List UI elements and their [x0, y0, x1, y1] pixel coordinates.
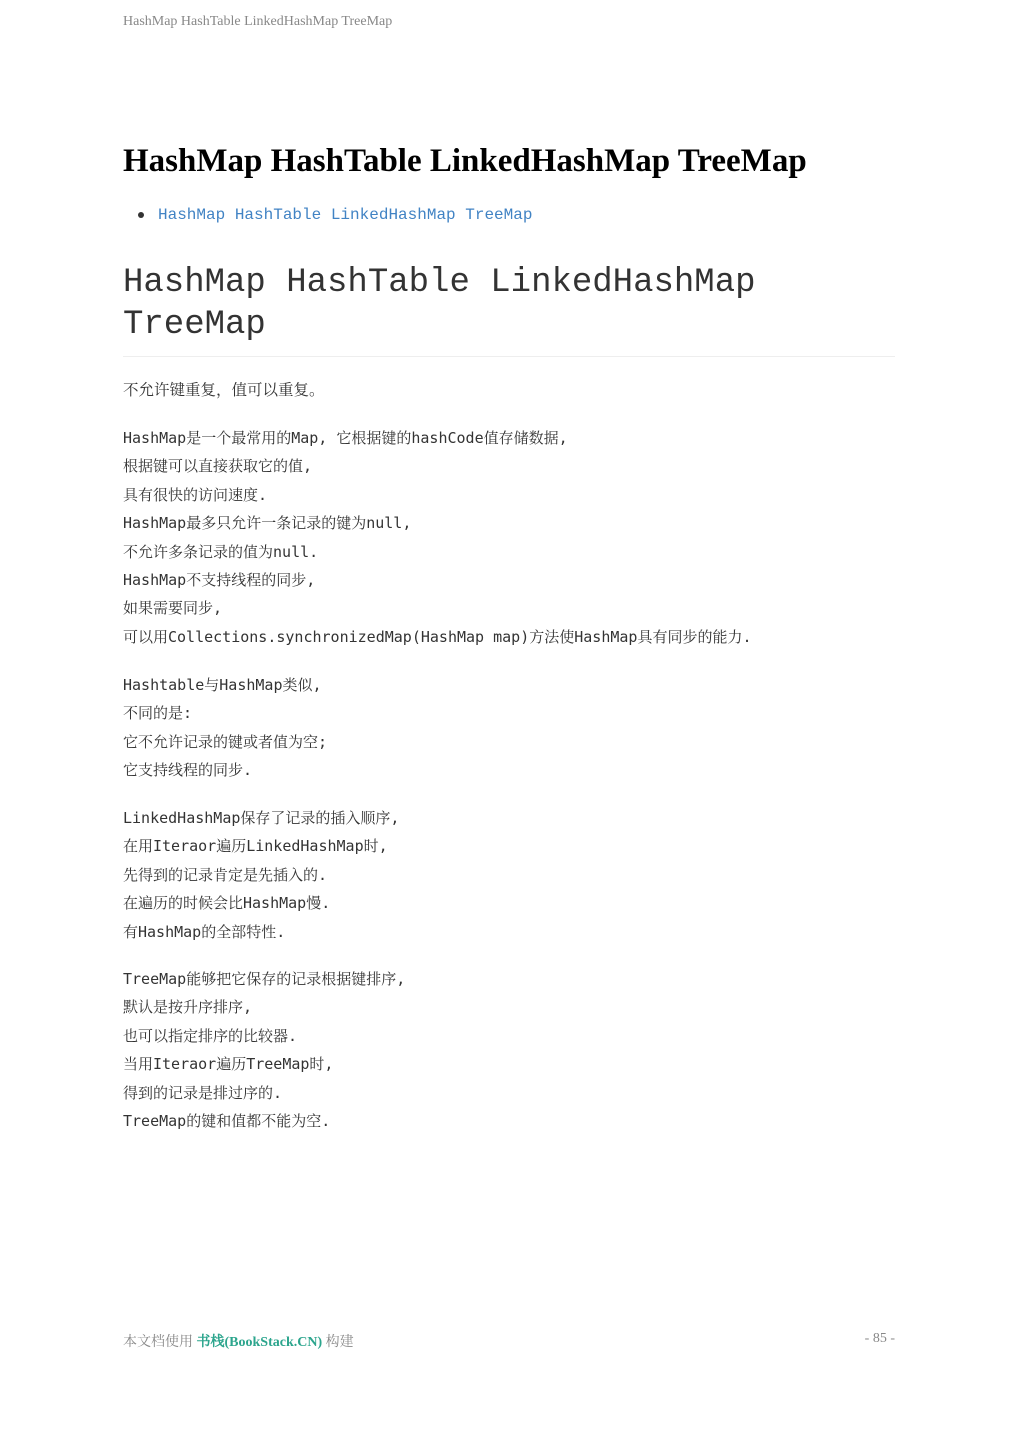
paragraph-treemap [123, 965, 405, 1135]
paragraph-line: 它不允许记录的键或者值为空; [123, 732, 328, 751]
paragraph-line: LinkedHashMap保存了记录的插入顺序, [123, 809, 400, 827]
paragraph-line: 具有很快的访问速度. [123, 485, 268, 504]
document-title: HashMap HashTable LinkedHashMap TreeMap [123, 143, 807, 179]
intro-paragraph: 不允许键重复，值可以重复。 [123, 381, 325, 399]
footer-suffix: 构建 [325, 1335, 354, 1350]
document-page [123, 0, 895, 1440]
paragraph-line: 也可以指定排序的比较器. [123, 1026, 298, 1045]
paragraph-line: 得到的记录是排过序的. [123, 1083, 283, 1102]
paragraph-line: HashMap最多只允许一条记录的键为null, [123, 514, 412, 533]
paragraph-line: 默认是按升序排序, [123, 998, 253, 1017]
paragraph-line: TreeMap能够把它保存的记录根据键排序, [123, 970, 406, 988]
paragraph-line: 可以用Collections.synchronizedMap(HashMap map)方法使HashMap具有同步的能力. [123, 627, 752, 646]
paragraph-line: HashMap是一个最常用的Map, 它根据键的hashCode值存储数据, [123, 429, 568, 447]
bullet-icon [138, 212, 144, 218]
paragraph-line: 有HashMap的全部特性. [123, 922, 286, 941]
paragraph-line: 根据键可以直接获取它的值, [123, 457, 313, 476]
section-heading: HashMap HashTable LinkedHashMap TreeMap [123, 264, 756, 344]
toc-item [123, 203, 532, 227]
paragraph-line: HashMap不支持线程的同步, [123, 570, 316, 589]
paragraph-hashtable [123, 671, 327, 785]
paragraph-line: 不同的是: [123, 704, 193, 723]
footer-prefix: 本文档使用 [123, 1335, 193, 1350]
paragraph-line: 它支持线程的同步. [123, 761, 253, 780]
paragraph-line: 不允许多条记录的值为null. [123, 542, 319, 561]
paragraph-line: 在用Iteraor遍历LinkedHashMap时, [123, 837, 388, 856]
page-number: - 85 - [864, 1331, 895, 1346]
paragraph-line: 当用Iteraor遍历TreeMap时, [123, 1055, 334, 1074]
heading-divider [123, 356, 895, 357]
paragraph-linkedhashmap [123, 804, 399, 946]
paragraph-line: 先得到的记录肯定是先插入的. [123, 865, 328, 884]
paragraph-line: 在遍历的时候会比HashMap慢. [123, 894, 331, 913]
paragraph-line: Hashtable与HashMap类似, [123, 676, 322, 694]
table-of-contents [123, 203, 532, 227]
paragraph-hashmap [123, 424, 751, 651]
paragraph-line: 如果需要同步, [123, 599, 223, 618]
running-header: HashMap HashTable LinkedHashMap TreeMap [123, 14, 393, 29]
page-footer [123, 1331, 354, 1351]
toc-link[interactable]: HashMap HashTable LinkedHashMap TreeMap [158, 206, 533, 224]
bookstack-link[interactable]: 书栈(BookStack.CN) [196, 1335, 323, 1350]
paragraph-line: TreeMap的键和值都不能为空. [123, 1111, 331, 1130]
